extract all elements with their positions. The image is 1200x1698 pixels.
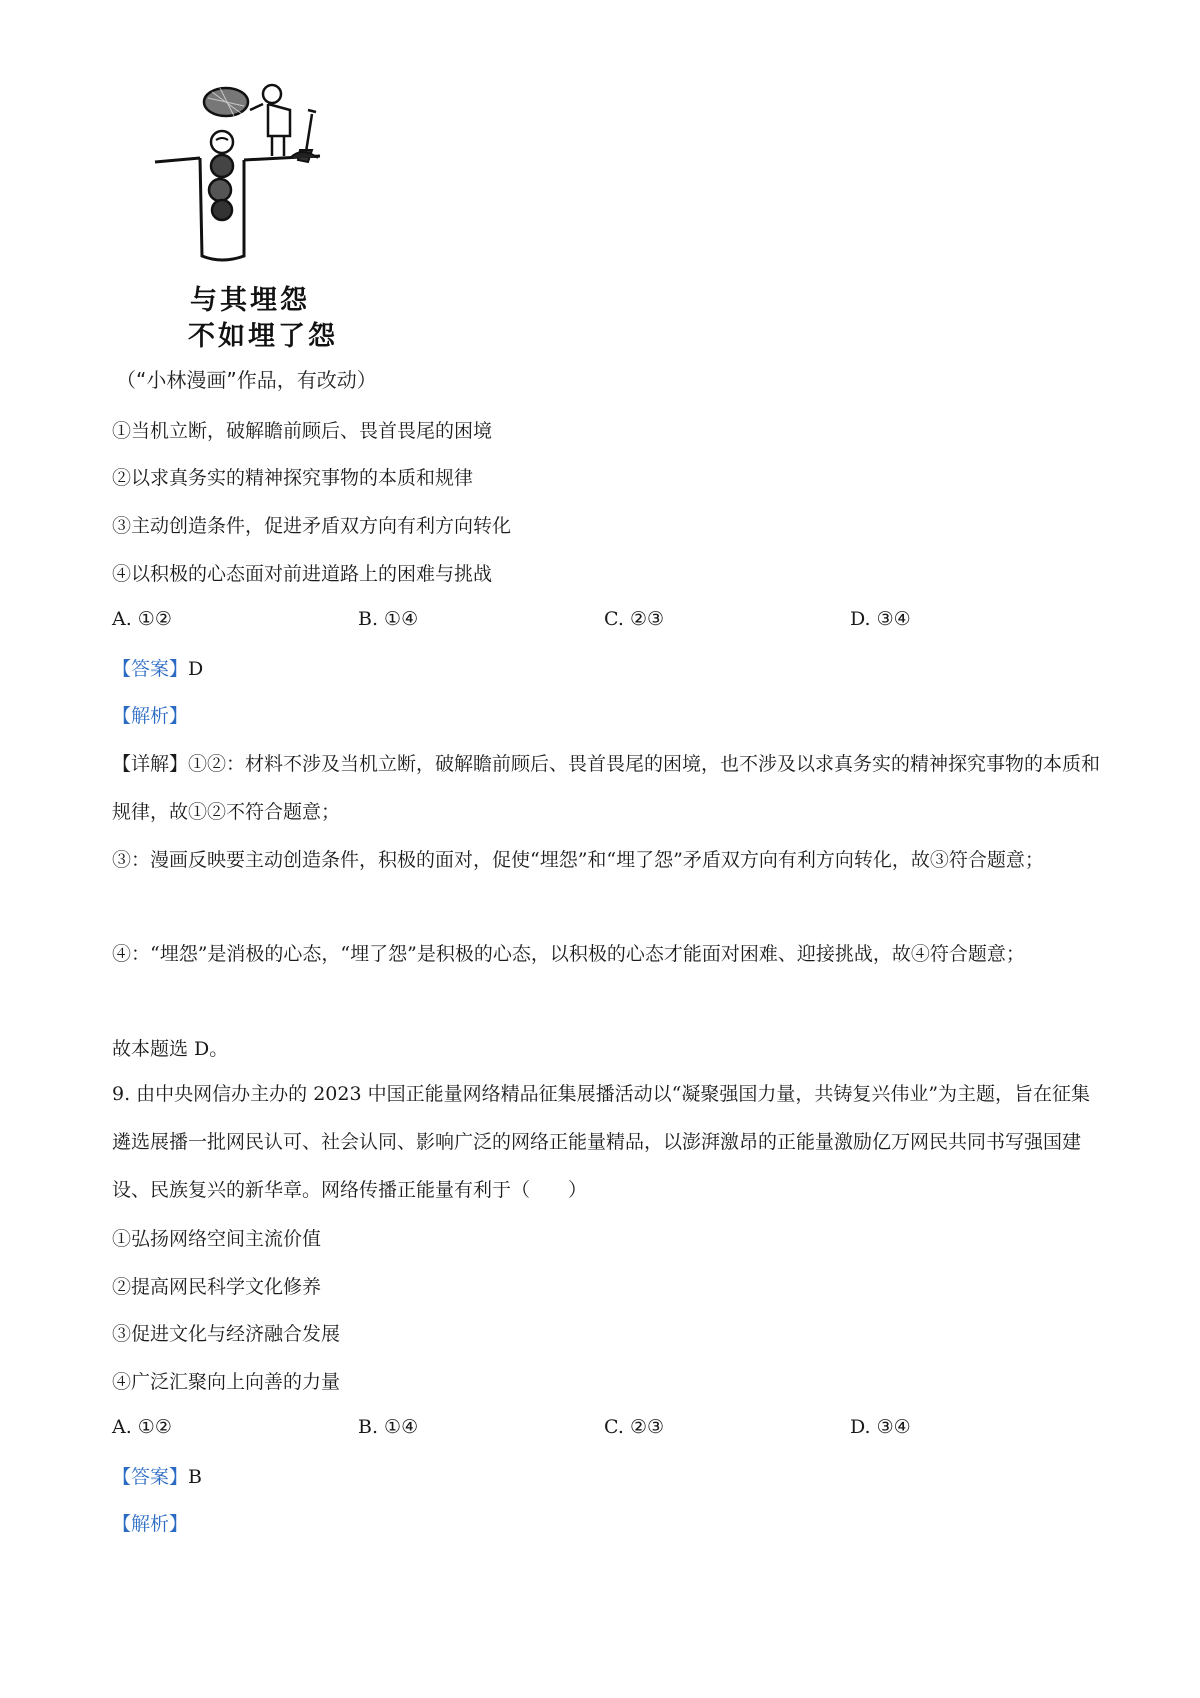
- q9-statement-2: ②提高网民科学文化修养: [112, 1276, 322, 1298]
- cartoon-credit: （“小林漫画”作品，有改动）: [116, 368, 377, 392]
- q9-statement-1: ①弘扬网络空间主流价值: [112, 1228, 322, 1250]
- cartoon-caption-line2: 不如埋了怨: [188, 321, 338, 352]
- q8-statement-3: ③主动创造条件，促进矛盾双方向有利方向转化: [112, 515, 512, 537]
- q8-option-a: A. ①②: [112, 608, 172, 630]
- q8-detail-2: ③：漫画反映要主动创造条件，积极的面对，促使“埋怨”和“埋了怨”矛盾双方向有利方向转化，故③符合题意；: [112, 849, 1044, 871]
- q9-answer: [112, 1464, 202, 1490]
- q9-option-c: C. ②③: [604, 1416, 665, 1438]
- cartoon-caption-line1: 与其埋怨: [190, 285, 310, 316]
- q8-analysis-label: 【解析】: [112, 705, 189, 727]
- q9-option-b: B. ①④: [358, 1416, 419, 1438]
- cartoon-figure: [150, 80, 380, 380]
- q8-detail-3: ④：“埋怨”是消极的心态，“埋了怨”是积极的心态，以积极的心态才能面对困难、迎接挑战，故④符合题意；: [112, 943, 1025, 965]
- q9-stem: 9. 由中央网信办主办的 2023 中国正能量网络精品征集展播活动以“凝聚强国力量，共铸复兴伟业”为主题，旨在征集遴选展播一批网民认可、社会认同、影响广泛的网络正能量精品，以澎湃激昂的正能量激励亿万网民共同书写强国建设、民族复兴的新华章。网络传播正能量有利于（ ）: [112, 1083, 1091, 1201]
- q8-options: [112, 608, 1012, 638]
- person-burying-complaints-illustration: [150, 80, 380, 280]
- q8-detail-1-text: ①②：材料不涉及当机立断，破解瞻前顾后、畏首畏尾的困境，也不涉及以求真务实的精神探究事物的本质和规律，故①②不符合题意；: [112, 753, 1101, 823]
- q8-conclusion: 故本题选 D。: [112, 1038, 229, 1060]
- q9-options: [112, 1416, 1012, 1446]
- q8-option-d: D. ③④: [850, 608, 911, 630]
- q9-statement-3: ③促进文化与经济融合发展: [112, 1323, 341, 1345]
- q9-option-a: A. ①②: [112, 1416, 172, 1438]
- q9-analysis-label: 【解析】: [112, 1513, 189, 1535]
- q8-option-b: B. ①④: [358, 608, 419, 630]
- q9-statement-4: ④广泛汇聚向上向善的力量: [112, 1371, 341, 1393]
- q8-statement-4: ④以积极的心态面对前进道路上的困难与挑战: [112, 563, 493, 585]
- q8-answer: [112, 656, 203, 682]
- q9-option-d: D. ③④: [850, 1416, 911, 1438]
- q8-answer-label: 【答案】: [112, 658, 189, 680]
- q9-answer-label: 【答案】: [112, 1466, 189, 1488]
- q9-answer-value: B: [188, 1466, 202, 1488]
- q8-answer-value: D: [188, 658, 204, 680]
- q8-statement-2: ②以求真务实的精神探究事物的本质和规律: [112, 467, 474, 489]
- q8-option-c: C. ②③: [604, 608, 665, 630]
- q8-statement-1: ①当机立断，破解瞻前顾后、畏首畏尾的困境: [112, 420, 493, 442]
- q8-detail-1: [112, 740, 1102, 836]
- q8-detail-label: 【详解】: [112, 753, 189, 775]
